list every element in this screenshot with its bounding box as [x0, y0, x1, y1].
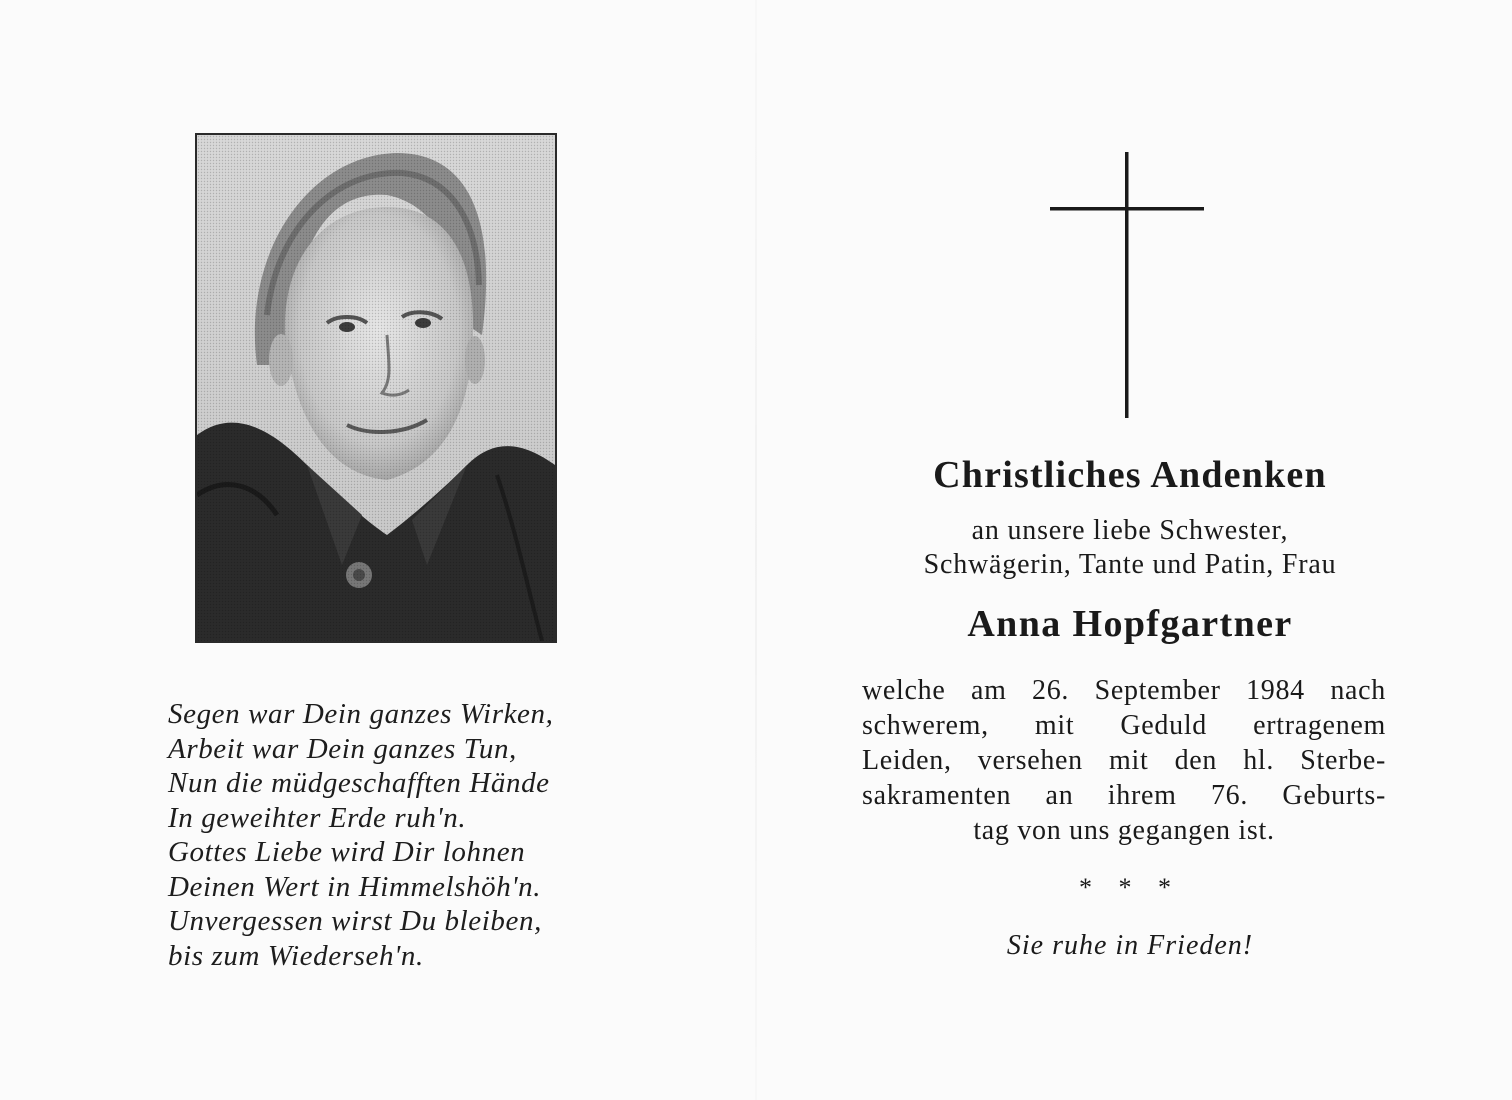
- dedication-text: [830, 514, 1430, 582]
- separator-stars: * * *: [1079, 873, 1181, 902]
- notice-line: tag von uns gegangen ist.: [973, 815, 1275, 846]
- portrait-photo-icon: [195, 133, 557, 643]
- poem-line: Deinen Wert in Himmelshöh'n.: [168, 870, 542, 903]
- death-notice-text: [862, 673, 1386, 848]
- poem: [168, 697, 688, 973]
- notice-line: sakramenten an ihrem 76. Geburts-: [862, 780, 1386, 811]
- farewell-line: Sie ruhe in Frieden!: [1006, 930, 1254, 961]
- poem-line: Segen war Dein ganzes Wirken,: [168, 698, 554, 730]
- dedication-line: an unsere liebe Schwester,: [971, 515, 1289, 546]
- deceased-name: Anna Hopfgartner: [967, 603, 1293, 645]
- poem-line: Arbeit war Dein ganzes Tun,: [168, 732, 517, 765]
- notice-line: schwerem, mit Geduld ertragenem: [862, 710, 1386, 741]
- notice-line: welche am 26. September 1984 nach: [862, 675, 1386, 706]
- poem-line: Nun die müdgeschafften Hände: [168, 767, 550, 799]
- card-title: Christliches Andenken: [933, 454, 1327, 496]
- card-fold-line: [755, 0, 757, 1100]
- dedication-line: Schwägerin, Tante und Patin, Frau: [923, 549, 1337, 580]
- notice-line: Leiden, versehen mit den hl. Sterbe-: [862, 745, 1386, 776]
- poem-line: bis zum Wiederseh'n.: [168, 939, 424, 972]
- poem-line: Gottes Liebe wird Dir lohnen: [168, 836, 526, 868]
- poem-line: In geweihter Erde ruh'n.: [168, 801, 467, 834]
- cross-icon: [1050, 152, 1204, 418]
- poem-line: Unvergessen wirst Du bleiben,: [168, 905, 542, 937]
